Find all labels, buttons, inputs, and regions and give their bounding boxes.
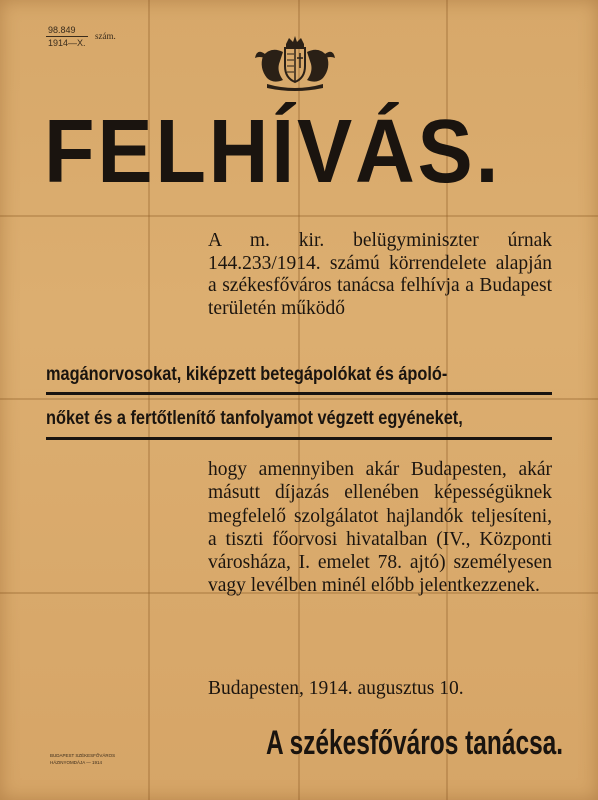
reference-label: szám. xyxy=(95,31,116,41)
highlight-line: nőket és a fertőtlenítő tanfolyamot végzett egyéneket, xyxy=(46,408,463,429)
fold-line xyxy=(0,398,598,400)
underline-rule xyxy=(46,392,552,395)
printer-note-line: BUDAPEST SZÉKESFŐVÁROS xyxy=(50,753,116,758)
underline-rule xyxy=(46,437,552,440)
body-paragraph: hogy amennyiben akár Budapesten, akár másutt díjazás ellenében képességüknek megfelelő szolgálatot hajlandók teljesíteni, a tiszti főorvosi hivatalban (IV., Központi városháza, I. emelet 78. ajtó) személyesen vagy levélben minél előbb jelentkezzenek. xyxy=(208,459,552,597)
reference-number-value: 98.849 xyxy=(46,24,88,37)
printer-note xyxy=(50,752,115,766)
highlight-line: magánorvosokat, kiképzett betegápolókat és ápoló- xyxy=(46,364,448,385)
printer-note-line: HÁZINYOMDÁJA — 1914 xyxy=(50,760,103,765)
hungarian-coat-of-arms-icon xyxy=(253,34,337,92)
fold-line xyxy=(0,215,598,217)
signature: A székesfőváros tanácsa. xyxy=(266,724,564,762)
poster-title: FELHÍVÁS. xyxy=(44,102,502,202)
reference-year: 1914—X. xyxy=(48,38,86,48)
reference-number xyxy=(46,24,88,49)
intro-paragraph: A m. kir. belügyminiszter úrnak 144.233/1914. számú körrendelete alapján a székesfőváros tanácsa felhívja a Budapest területén működő xyxy=(208,230,552,319)
dateline: Budapesten, 1914. augusztus 10. xyxy=(208,678,464,699)
